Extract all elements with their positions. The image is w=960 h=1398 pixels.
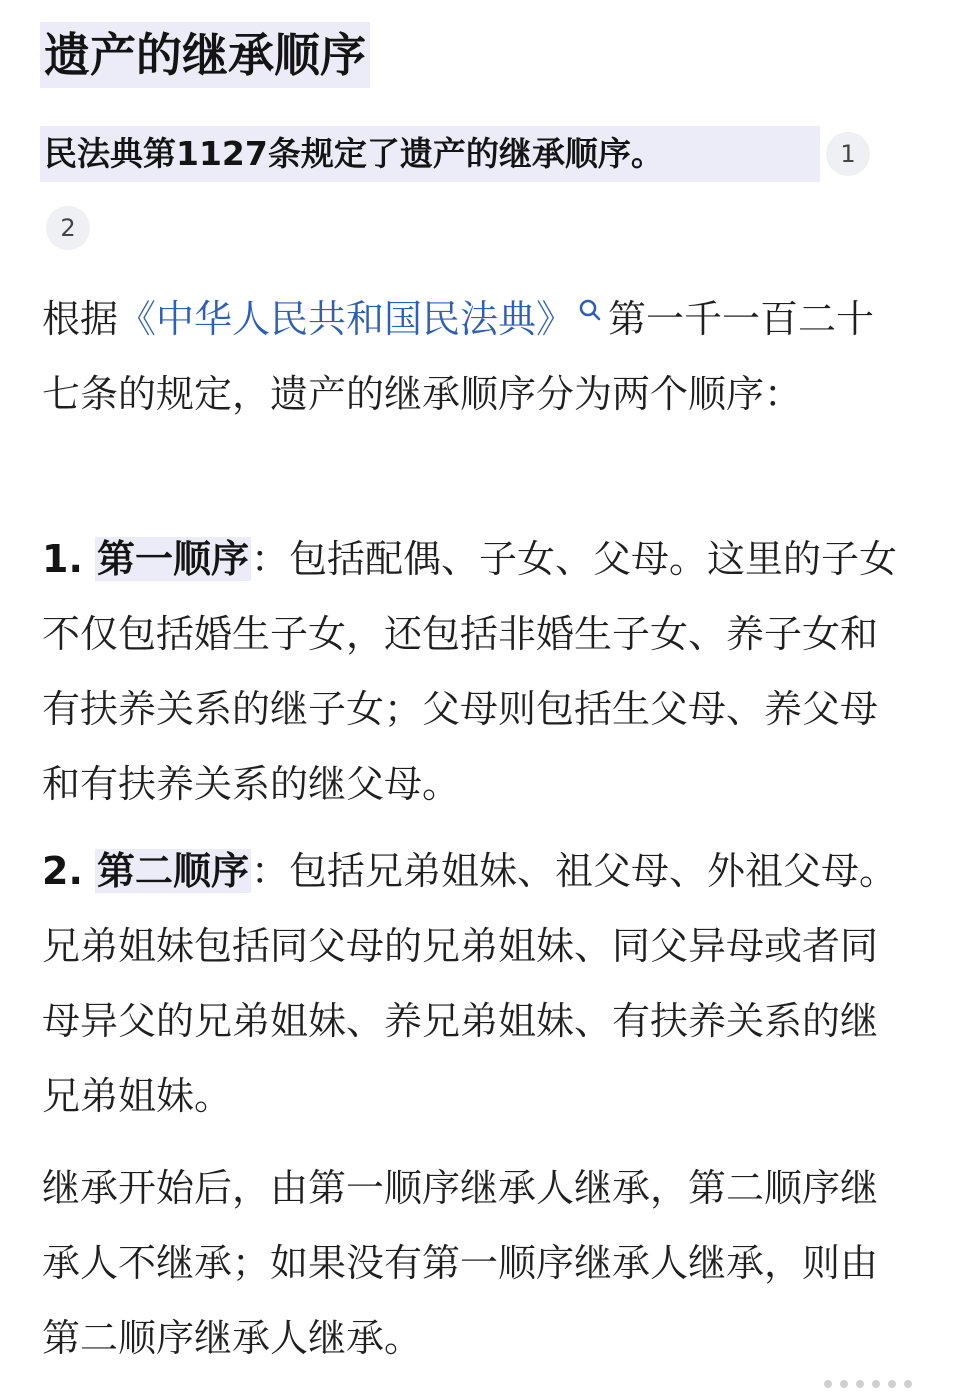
list-item-label: 第一顺序: [96, 537, 249, 581]
list-number: 2.: [42, 849, 83, 893]
citation-badge-1[interactable]: 1: [826, 132, 870, 176]
intro-text-before: 根据: [42, 297, 119, 341]
list-item-text: ：包括配偶、子女、父母。这里的子女不仅包括婚生子女，还包括非婚生子女、养子女和有扶养关系的继子女；父母则包括生父母、养父母和有扶养关系的继父母。: [42, 537, 898, 806]
intro-paragraph: [42, 282, 912, 432]
list-number: 1.: [42, 537, 83, 581]
list-item-label: 第二顺序: [96, 849, 249, 893]
civil-code-link[interactable]: 《中华人民共和国民法典》: [118, 297, 575, 341]
intro-text-after: 第一千一百二十七条的规定，遗产的继承顺序分为两个顺序：: [42, 297, 875, 416]
list-item: [42, 522, 912, 822]
watermark-dots: [820, 1376, 940, 1396]
page-title: 遗产的继承顺序: [40, 22, 370, 88]
list-item-text: ：包括兄弟姐妹、祖父母、外祖父母。兄弟姐妹包括同父母的兄弟姐妹、同父异母或者同母异父的兄弟姐妹、养兄弟姐妹、有扶养关系的继兄弟姐妹。: [42, 849, 898, 1118]
rule-paragraph: 继承开始后，由第一顺序继承人继承，第二顺序继承人不继承；如果没有第一顺序继承人继承，则由第二顺序继承人继承。: [42, 1166, 879, 1360]
summary-line: 民法典第1127条规定了遗产的继承顺序。: [40, 126, 820, 182]
list-item: [42, 834, 912, 1134]
citation-badge-2[interactable]: 2: [46, 206, 90, 250]
search-icon[interactable]: [574, 284, 608, 322]
